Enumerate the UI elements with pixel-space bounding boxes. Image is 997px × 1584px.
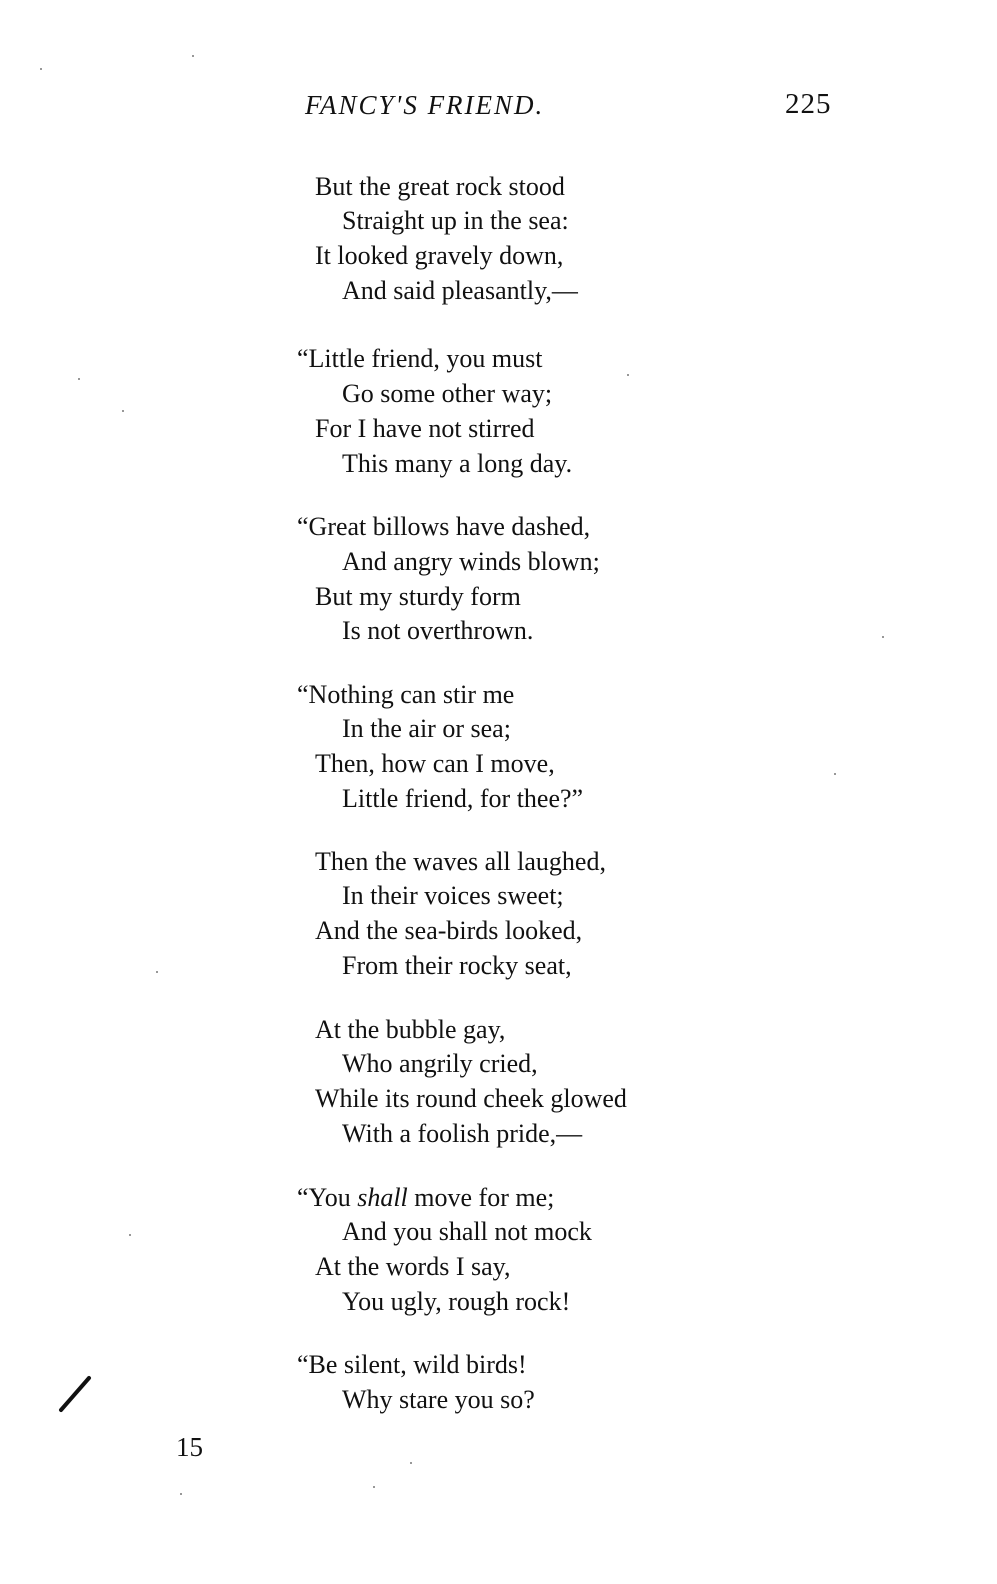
poem-line: But my sturdy form bbox=[315, 582, 521, 611]
poem-text: move for me; bbox=[407, 1183, 555, 1212]
poem-line: Straight up in the sea: bbox=[342, 206, 569, 235]
poem-line: Who angrily cried, bbox=[342, 1049, 538, 1078]
poem-line: And angry winds blown; bbox=[342, 547, 600, 576]
scan-speck bbox=[40, 68, 42, 70]
poem-line bbox=[297, 1183, 554, 1213]
poem-line: And the sea-birds looked, bbox=[315, 916, 583, 945]
poem-line: Then the waves all laughed, bbox=[315, 847, 606, 876]
poem-line: Is not overthrown. bbox=[342, 616, 534, 645]
scan-speck bbox=[122, 410, 124, 412]
scan-speck bbox=[156, 971, 158, 973]
poem-line: While its round cheek glowed bbox=[315, 1084, 627, 1113]
poem-line: Little friend, for thee?” bbox=[342, 784, 584, 813]
poem-line: In the air or sea; bbox=[342, 714, 511, 743]
scan-speck bbox=[627, 374, 629, 376]
poem-text: “You bbox=[297, 1183, 358, 1212]
poem-line: You ugly, rough rock! bbox=[342, 1287, 571, 1316]
poem-line: And said pleasantly,— bbox=[342, 276, 578, 305]
poem-line: Why stare you so? bbox=[342, 1385, 535, 1414]
pencil-stroke-icon bbox=[55, 1374, 95, 1414]
scan-speck bbox=[410, 1462, 412, 1464]
page-number: 225 bbox=[785, 88, 832, 120]
poem-line: In their voices sweet; bbox=[342, 881, 564, 910]
scan-speck bbox=[192, 55, 194, 57]
poem-line: “Nothing can stir me bbox=[297, 680, 515, 709]
poem-line: It looked gravely down, bbox=[315, 241, 564, 270]
poem-line: “Be silent, wild birds! bbox=[297, 1350, 527, 1379]
scan-speck bbox=[78, 378, 80, 380]
scan-speck bbox=[180, 1493, 182, 1495]
poem-line: “Great billows have dashed, bbox=[297, 512, 591, 541]
signature-mark: 15 bbox=[176, 1432, 203, 1462]
emphasis-text: shall bbox=[357, 1183, 408, 1212]
poem-line: For I have not stirred bbox=[315, 414, 535, 443]
scan-speck bbox=[373, 1486, 375, 1488]
scan-speck bbox=[129, 1234, 131, 1236]
running-title: FANCY'S FRIEND. bbox=[305, 90, 545, 120]
poem-line: And you shall not mock bbox=[342, 1217, 592, 1246]
poem-line: “Little friend, you must bbox=[297, 344, 543, 373]
poem-line: Then, how can I move, bbox=[315, 749, 555, 778]
poem-line: But the great rock stood bbox=[315, 172, 565, 201]
poem-line: This many a long day. bbox=[342, 449, 573, 478]
poem-line: At the words I say, bbox=[315, 1252, 511, 1281]
scan-speck bbox=[834, 773, 836, 775]
poem-line: At the bubble gay, bbox=[315, 1015, 506, 1044]
poem-line: Go some other way; bbox=[342, 379, 553, 408]
poem-line: With a foolish pride,— bbox=[342, 1119, 583, 1148]
poem-line: From their rocky seat, bbox=[342, 951, 572, 980]
scan-speck bbox=[882, 636, 884, 638]
